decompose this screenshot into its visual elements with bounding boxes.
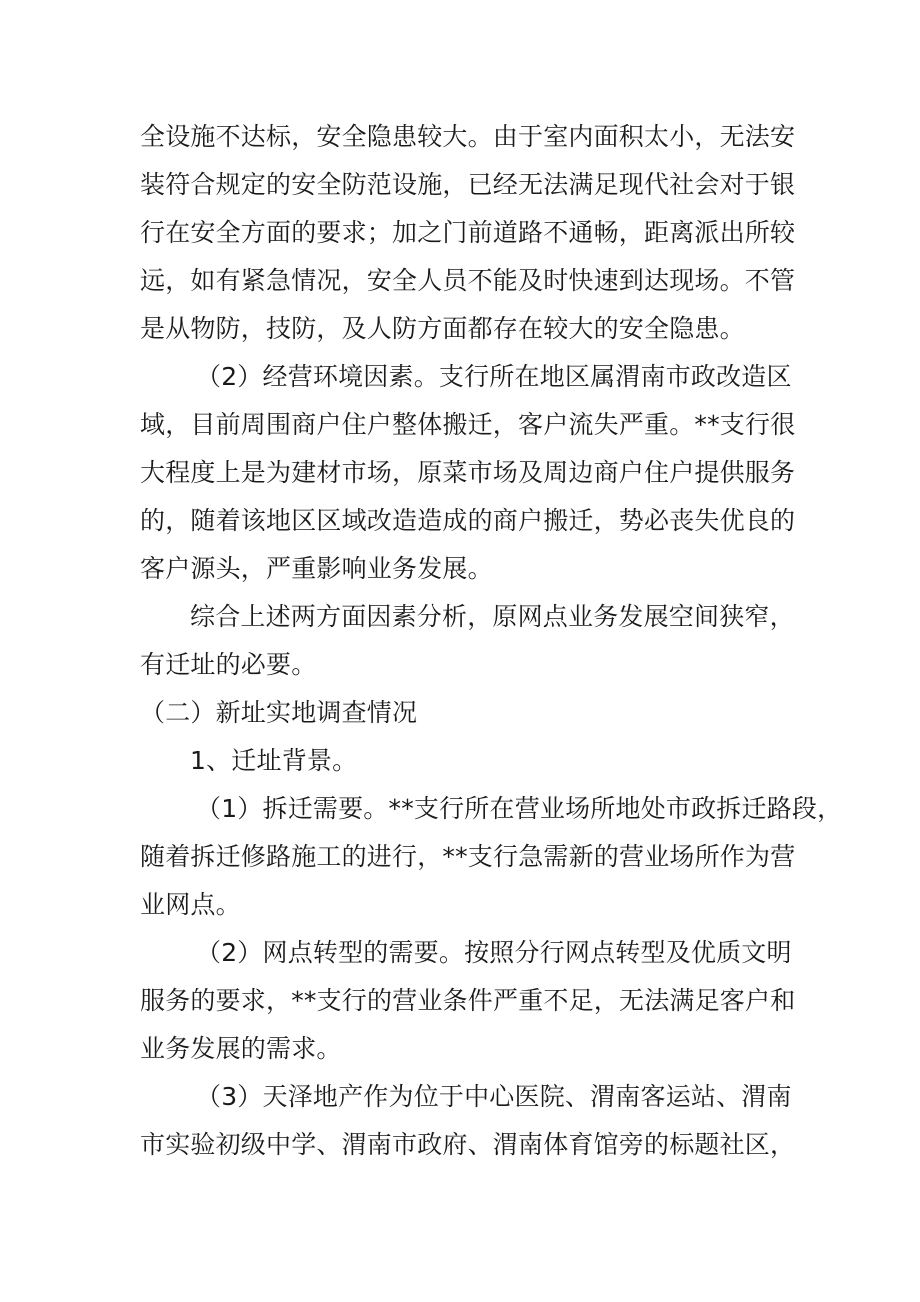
paragraph-summary-analysis	[140, 593, 795, 689]
text-line: （2）经营环境因素。支行所在地区属渭南市政改造区	[196, 362, 792, 391]
text-line: 是从物防，技防，及人防方面都存在较大的安全隐患。	[140, 314, 745, 343]
text-line: （3）天泽地产作为位于中心医院、渭南客运站、渭南	[196, 1082, 792, 1111]
text-line: 服务的要求，**支行的营业条件严重不足，无法满足客户和	[140, 986, 796, 1015]
text-line: 的，随着该地区区域改造造成的商户搬迁，势必丧失优良的	[140, 506, 796, 535]
paragraph-business-environment	[140, 353, 796, 593]
text-line: 客户源头，严重影响业务发展。	[140, 554, 493, 583]
text-line: 综合上述两方面因素分析，原网点业务发展空间狭窄，	[190, 602, 795, 631]
text-line: 业务发展的需求。	[140, 1034, 342, 1063]
paragraph-outlet-transformation	[140, 929, 796, 1073]
paragraph-safety-facilities	[140, 113, 796, 353]
text-line: 市实验初级中学、渭南市政府、渭南体育馆旁的标题社区，	[140, 1130, 796, 1159]
text-line: 1、迁址背景。	[190, 746, 358, 775]
paragraph-demolition-need	[140, 785, 843, 929]
text-line: （2）网点转型的需要。按照分行网点转型及优质文明	[196, 938, 792, 967]
text-line: 业网点。	[140, 890, 241, 919]
text-line: 行在安全方面的要求；加之门前道路不通畅，距离派出所较	[140, 218, 796, 247]
text-line: （1）拆迁需要。**支行所在营业场所地处市政拆迁路段，	[196, 794, 843, 823]
heading-text: （二）新址实地调查情况	[140, 698, 418, 727]
text-line: 有迁址的必要。	[140, 650, 317, 679]
document-body	[140, 113, 843, 1169]
text-line: 装符合规定的安全防范设施，已经无法满足现代社会对于银	[140, 170, 796, 199]
text-line: 大程度上是为建材市场，原菜市场及周边商户住户提供服务	[140, 458, 796, 487]
text-line: 全设施不达标，安全隐患较大。由于室内面积太小，无法安	[140, 122, 796, 151]
section-heading-site-survey	[140, 689, 780, 737]
text-line: 域，目前周围商户住户整体搬迁，客户流失严重。**支行很	[140, 410, 796, 439]
text-line: 远，如有紧急情况，安全人员不能及时快速到达现场。不管	[140, 266, 796, 295]
paragraph-tianze-property	[140, 1073, 796, 1169]
paragraph-relocation-background	[140, 737, 780, 785]
text-line: 随着拆迁修路施工的进行，**支行急需新的营业场所作为营	[140, 842, 796, 871]
